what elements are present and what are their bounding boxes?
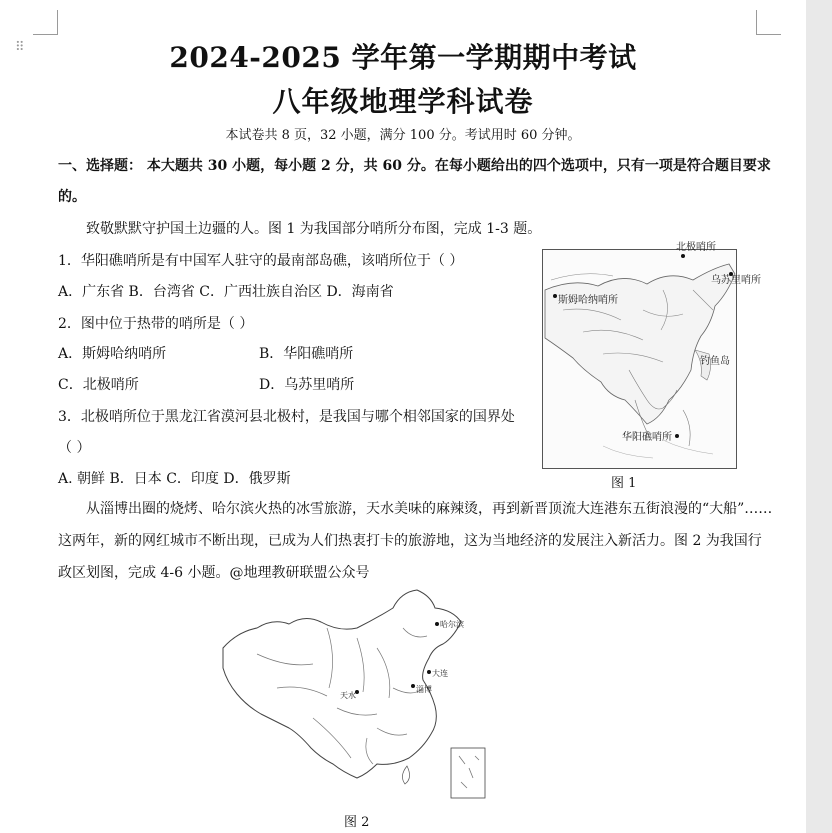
question-3-stem-cont: （ ）	[58, 440, 91, 456]
intro-text: 致敬默默守护国土边疆的人。图 1 为我国部分哨所分布图，完成 1-3 题。	[86, 221, 542, 237]
map-label-diaoyu: 钓鱼岛	[700, 356, 730, 367]
map-label-huayang: 华阳礁哨所	[622, 432, 672, 443]
section-heading-cont: 的。	[58, 189, 86, 205]
question-2-option-d: D．乌苏里哨所	[259, 377, 355, 393]
figure-1-caption: 图 1	[611, 476, 637, 491]
question-3-stem: 3．北极哨所位于黑龙江省漠河县北极村，是我国与哪个相邻国家的国界处	[58, 409, 515, 425]
map-label-simuhana: 斯姆哈纳哨所	[558, 295, 618, 306]
exam-title: 2024-2025 学年第一学期期中考试	[169, 41, 637, 74]
question-2-option-a: A．斯姆哈纳哨所	[58, 346, 167, 362]
map-label-dalian: 大连	[432, 669, 448, 678]
paragraph-2-line-2: 这两年，新的网红城市不断出现，已成为人们热衷打卡的旅游地，这为当地经济的发展注入新活力。图 2 为我国行	[58, 533, 762, 549]
section-heading: 一、选择题： 本大题共 30 小题，每小题 2 分，共 60 分。在每小题给出的四个选项中，只有一项是符合题目要求	[58, 158, 771, 174]
map-label-tianshui: 天水	[340, 691, 356, 700]
drag-handle-icon[interactable]: ⠿	[15, 40, 26, 55]
map-label-harbin: 哈尔滨	[440, 620, 464, 629]
exam-note: 本试卷共 8 页，32 小题，满分 100 分。考试用时 60 分钟。	[225, 128, 581, 143]
crop-mark-top-left	[33, 10, 58, 35]
exam-subtitle: 八年级地理学科试卷	[272, 85, 534, 118]
figure-2-caption: 图 2	[344, 815, 370, 830]
question-2-option-c: C．北极哨所	[58, 377, 139, 393]
paragraph-2-line-1: 从淄博出圈的烧烤、哈尔滨火热的冰雪旅游，天水美味的麻辣烫，再到新晋顶流大连港东五街浪漫的“大船”……	[86, 501, 773, 517]
question-2-stem: 2．图中位于热带的哨所是（ ）	[58, 316, 254, 332]
question-1-options: A．广东省 B．台湾省 C．广西壮族自治区 D．海南省	[58, 284, 394, 300]
map-label-beiji: 北极哨所	[676, 242, 716, 253]
map-label-zibo: 淄博	[416, 685, 432, 694]
question-3-options: A. 朝鲜 B．日本 C．印度 D．俄罗斯	[58, 471, 291, 487]
map-label-wusuli: 乌苏里哨所	[711, 275, 761, 286]
question-2-option-b: B．华阳礁哨所	[259, 346, 354, 362]
crop-mark-top-right	[756, 10, 781, 35]
question-1-stem: 1．华阳礁哨所是有中国军人驻守的最南部岛礁，该哨所位于（ ）	[58, 253, 464, 269]
paragraph-2-line-3: 政区划图，完成 4-6 小题。@地理教研联盟公众号	[58, 565, 370, 581]
